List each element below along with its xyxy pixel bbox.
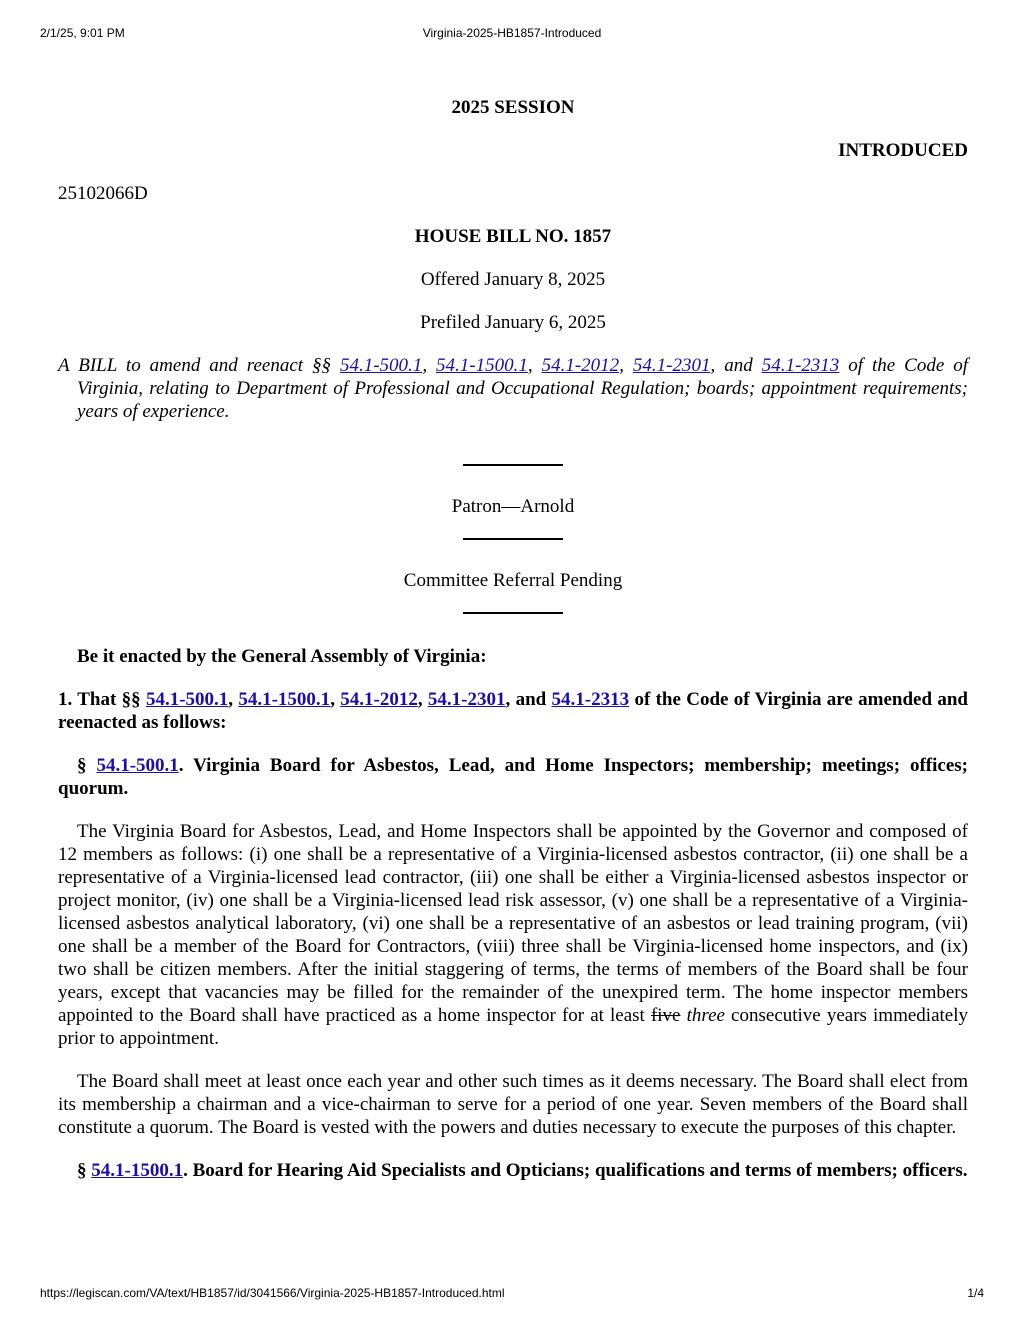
- section-one-prefix: 1. That §§: [58, 689, 146, 710]
- paragraph-text: The Virginia Board for Asbestos, Lead, and Home Inspectors shall be appointed by the Governor and composed of 12 members as follows: (i) one shall be a representative of a Virginia-licensed asbestos contractor, (ii) one shall be a representative of a Virginia-licensed lead contractor, (iii) one shall be either a Virginia-licensed asbestos inspector or project monitor, (iv) one shall be a Virginia-licensed lead risk assessor, (v) one shall be a representative of a Virginia-licensed asbestos analytical laboratory, (vi) one shall be a representative of an asbestos or lead training program, (vii) one shall be a member of the Board for Contractors, (viii) three shall be Virginia-licensed home inspectors, and (ix) two shall be citizen members. After the initial staggering of terms, the terms of members of the Board shall be four years, except that vacancies may be filled for the remainder of the unexpired term. The home inspector members appointed to the Board shall have practiced as a home inspector for at least: [58, 821, 968, 1026]
- prefiled-date: Prefiled January 6, 2025: [420, 312, 606, 333]
- horizontal-rule: [463, 538, 563, 540]
- section-one-separator: ,: [330, 689, 341, 710]
- summary-separator: ,: [619, 355, 633, 376]
- section-title: . Virginia Board for Asbestos, Lead, and Home Inspectors; membership; meetings; offices; quorum.: [58, 755, 968, 799]
- paragraph-text-end: consecutive years immediately prior to appointment.: [58, 1005, 969, 1049]
- section-one-clause: [58, 688, 968, 734]
- section-title: . Board for Hearing Aid Specialists and Opticians; qualifications and terms of members; officers.: [183, 1160, 968, 1181]
- section-symbol: §: [77, 1160, 92, 1181]
- bill-number: HOUSE BILL NO. 1857: [414, 226, 612, 247]
- summary-separator: ,: [527, 355, 542, 376]
- summary-separator: ,: [422, 355, 437, 376]
- section-paragraph-meetings: The Board shall meet at least once each year and other such times as it deems necessary. The Board shall elect from its membership a chairman and a vice-chairman to serve for a period of one year. Seven members of the Board shall constitute a quorum. The Board is vested with the powers and duties necessary to execute the purposes of this chapter.: [58, 1071, 968, 1138]
- enacting-clause: Be it enacted by the General Assembly of Virginia:: [77, 646, 487, 667]
- session-heading: 2025 SESSION: [451, 97, 575, 118]
- section-heading-54-1-500-1: [58, 754, 968, 800]
- print-page-number: 1/4: [967, 1286, 984, 1300]
- section-one-separator: ,: [228, 689, 239, 710]
- summary-separator: , and: [710, 355, 762, 376]
- print-footer: [40, 1286, 984, 1302]
- status-heading: INTRODUCED: [838, 140, 968, 161]
- print-header: [40, 26, 984, 42]
- citation-link-54-1-2012[interactable]: 54.1-2012: [541, 355, 620, 376]
- deleted-text: five: [650, 1005, 681, 1026]
- offered-date: Offered January 8, 2025: [420, 269, 606, 290]
- bill-summary: [58, 354, 968, 423]
- patron-line: Patron—Arnold: [451, 496, 575, 517]
- section-one-separator: , and: [505, 689, 552, 710]
- committee-line: Committee Referral Pending: [403, 570, 623, 591]
- summary-prefix: A BILL to amend and reenact §§: [58, 355, 340, 376]
- print-url: https://legiscan.com/VA/text/HB1857/id/3041566/Virginia-2025-HB1857-Introduced.html: [40, 1286, 505, 1300]
- inserted-text: three: [686, 1005, 725, 1026]
- horizontal-rule: [463, 612, 563, 614]
- section-one-separator: ,: [417, 689, 428, 710]
- citation-link-54-1-2301[interactable]: 54.1-2301: [632, 355, 711, 376]
- citation-link-54-1-2313[interactable]: 54.1-2313: [551, 689, 630, 710]
- citation-link-54-1-1500-1[interactable]: 54.1-1500.1: [238, 689, 331, 710]
- citation-link-54-1-500-1[interactable]: 54.1-500.1: [339, 355, 423, 376]
- citation-link-54-1-2313[interactable]: 54.1-2313: [761, 355, 840, 376]
- section-symbol: §: [77, 755, 97, 776]
- horizontal-rule: [463, 464, 563, 466]
- citation-link-54-1-2012[interactable]: 54.1-2012: [340, 689, 418, 710]
- citation-link-54-1-500-1[interactable]: 54.1-500.1: [145, 689, 229, 710]
- bill-document: [58, 96, 968, 1182]
- summary-suffix: of the Code of Virginia, relating to Department of Professional and Occupational Regulation; boards; appointment requirements; years of experience.: [77, 355, 969, 422]
- section-paragraph-membership: [58, 820, 968, 1050]
- citation-link-54-1-1500-1[interactable]: 54.1-1500.1: [436, 355, 528, 376]
- section-citation-link[interactable]: 54.1-1500.1: [91, 1160, 184, 1181]
- section-citation-link[interactable]: 54.1-500.1: [96, 755, 179, 776]
- document-id: 25102066D: [58, 183, 148, 204]
- section-one-suffix: of the Code of Virginia are amended and reenacted as follows:: [58, 689, 968, 733]
- print-page-title: Virginia-2025-HB1857-Introduced: [422, 26, 602, 40]
- print-timestamp: 2/1/25, 9:01 PM: [40, 26, 125, 40]
- citation-link-54-1-2301[interactable]: 54.1-2301: [427, 689, 506, 710]
- section-heading-54-1-1500-1: [58, 1159, 968, 1182]
